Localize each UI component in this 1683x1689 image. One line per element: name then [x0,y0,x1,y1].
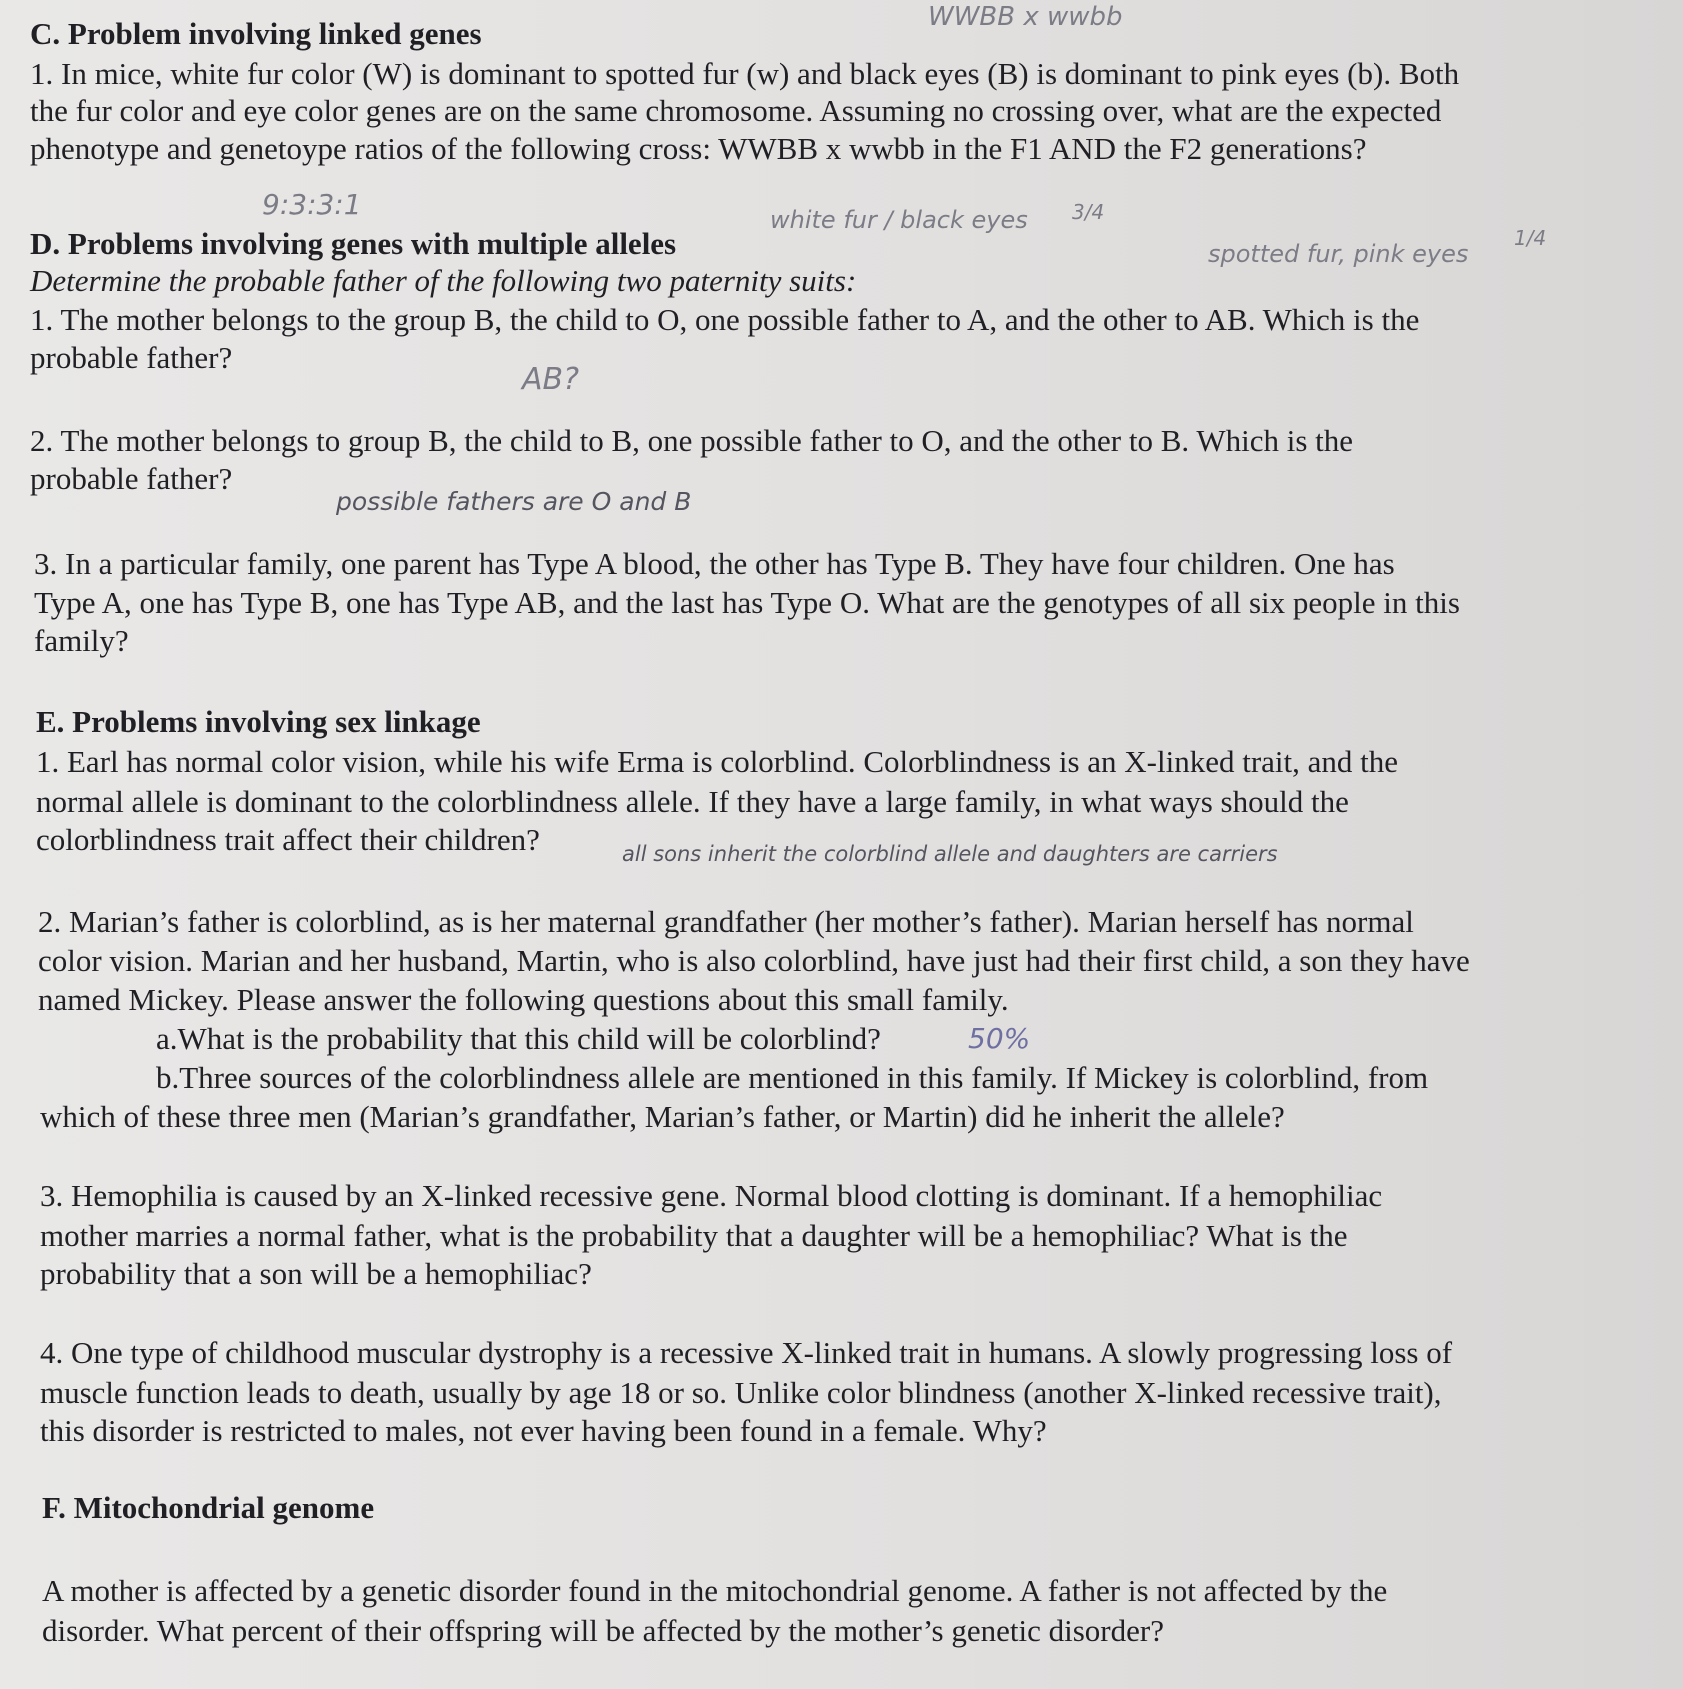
section-d-q3-line2: Type A, one has Type B, one has Type AB, and the last has Type O. What are the genotypes of all six people in this [34,585,1460,620]
handwritten-cross: WWBB x wwbb [928,2,1123,32]
section-e-q2b-line2: which of these three men (Marian’s grandfather, Marian’s father, or Martin) did he inherit the allele? [40,1099,1285,1134]
section-c-heading: C. Problem involving linked genes [30,16,482,51]
section-e-q2a: a.What is the probability that this child will be colorblind? [156,1021,881,1056]
section-e-q2-line2: color vision. Marian and her husband, Martin, who is also colorblind, have just had their first child, a son they have [38,943,1470,978]
section-e-q1-line2: normal allele is dominant to the colorblindness allele. If they have a large family, in what ways should the [36,784,1349,819]
section-e-q3-line1: 3. Hemophilia is caused by an X-linked recessive gene. Normal blood clotting is dominant. If a hemophiliac [40,1178,1383,1213]
section-f-q-line1: A mother is affected by a genetic disorder found in the mitochondrial genome. A father is not affected by the [42,1573,1388,1608]
section-d-q1-line1: 1. The mother belongs to the group B, the child to O, one possible father to A, and the other to AB. Which is the [30,302,1420,337]
handwritten-ratio: 9:3:3:1 [262,188,362,221]
section-e-q4-line1: 4. One type of childhood muscular dystrophy is a recessive X-linked trait in humans. A slowly progressing loss of [40,1335,1453,1370]
section-d-heading: D. Problems involving genes with multiple alleles [30,226,677,261]
section-f-q-line2: disorder. What percent of their offspring will be affected by the mother’s genetic disorder? [42,1613,1164,1648]
section-c-q1-line3: phenotype and genetoype ratios of the following cross: WWBB x wwbb in the F1 AND the F2 generations? [30,131,1367,166]
handwritten-sons-carriers: all sons inherit the colorblind allele and daughters are carriers [622,842,1278,866]
handwritten-possible-fathers: possible fathers are O and B [336,487,692,516]
section-d-intro: Determine the probable father of the following two paternity suits: [30,263,857,298]
section-e-q3-line2: mother marries a normal father, what is the probability that a daughter will be a hemophiliac? What is the [40,1218,1348,1253]
section-c-q1-line2: the fur color and eye color genes are on the same chromosome. Assuming no crossing over, what are the expected [30,93,1442,128]
handwritten-white-black: white fur / black eyes [770,206,1028,234]
section-d-q3-line3: family? [34,623,129,658]
handwritten-ab: AB? [522,362,580,397]
section-e-q1-line3: colorblindness trait affect their children? [36,822,540,857]
section-f-heading: F. Mitochondrial genome [42,1490,375,1525]
section-e-q2-line1: 2. Marian’s father is colorblind, as is her maternal grandfather (her mother’s father). Marian herself has normal [38,904,1414,939]
handwritten-spotted-pink: spotted fur, pink eyes [1208,240,1469,268]
section-d-q3-line1: 3. In a particular family, one parent has Type A blood, the other has Type B. They have four children. One has [34,546,1395,581]
section-e-q2-line3: named Mickey. Please answer the following questions about this small family. [38,982,1009,1017]
section-e-heading: E. Problems involving sex linkage [36,704,481,739]
section-e-q4-line3: this disorder is restricted to males, not ever having been found in a female. Why? [40,1413,1047,1448]
handwritten-fifty-percent: 50% [968,1022,1031,1055]
section-e-q3-line3: probability that a son will be a hemophiliac? [40,1256,592,1291]
handwritten-one-fourth: 1/4 [1514,226,1547,250]
section-e-q2b-line1: b.Three sources of the colorblindness allele are mentioned in this family. If Mickey is colorblind, from [156,1060,1429,1095]
section-c-q1-line1: 1. In mice, white fur color (W) is dominant to spotted fur (w) and black eyes (B) is dominant to pink eyes (b). Both [30,56,1460,91]
handwritten-three-fourths: 3/4 [1072,200,1105,224]
section-e-q1-line1: 1. Earl has normal color vision, while his wife Erma is colorblind. Colorblindness is an X-linked trait, and the [36,744,1399,779]
section-d-q2-line1: 2. The mother belongs to group B, the child to B, one possible father to O, and the other to B. Which is the [30,423,1354,458]
section-e-q4-line2: muscle function leads to death, usually by age 18 or so. Unlike color blindness (another X-linked recessive trait), [40,1375,1442,1410]
section-d-q1-line2: probable father? [30,340,233,375]
section-d-q2-line2: probable father? [30,461,233,496]
